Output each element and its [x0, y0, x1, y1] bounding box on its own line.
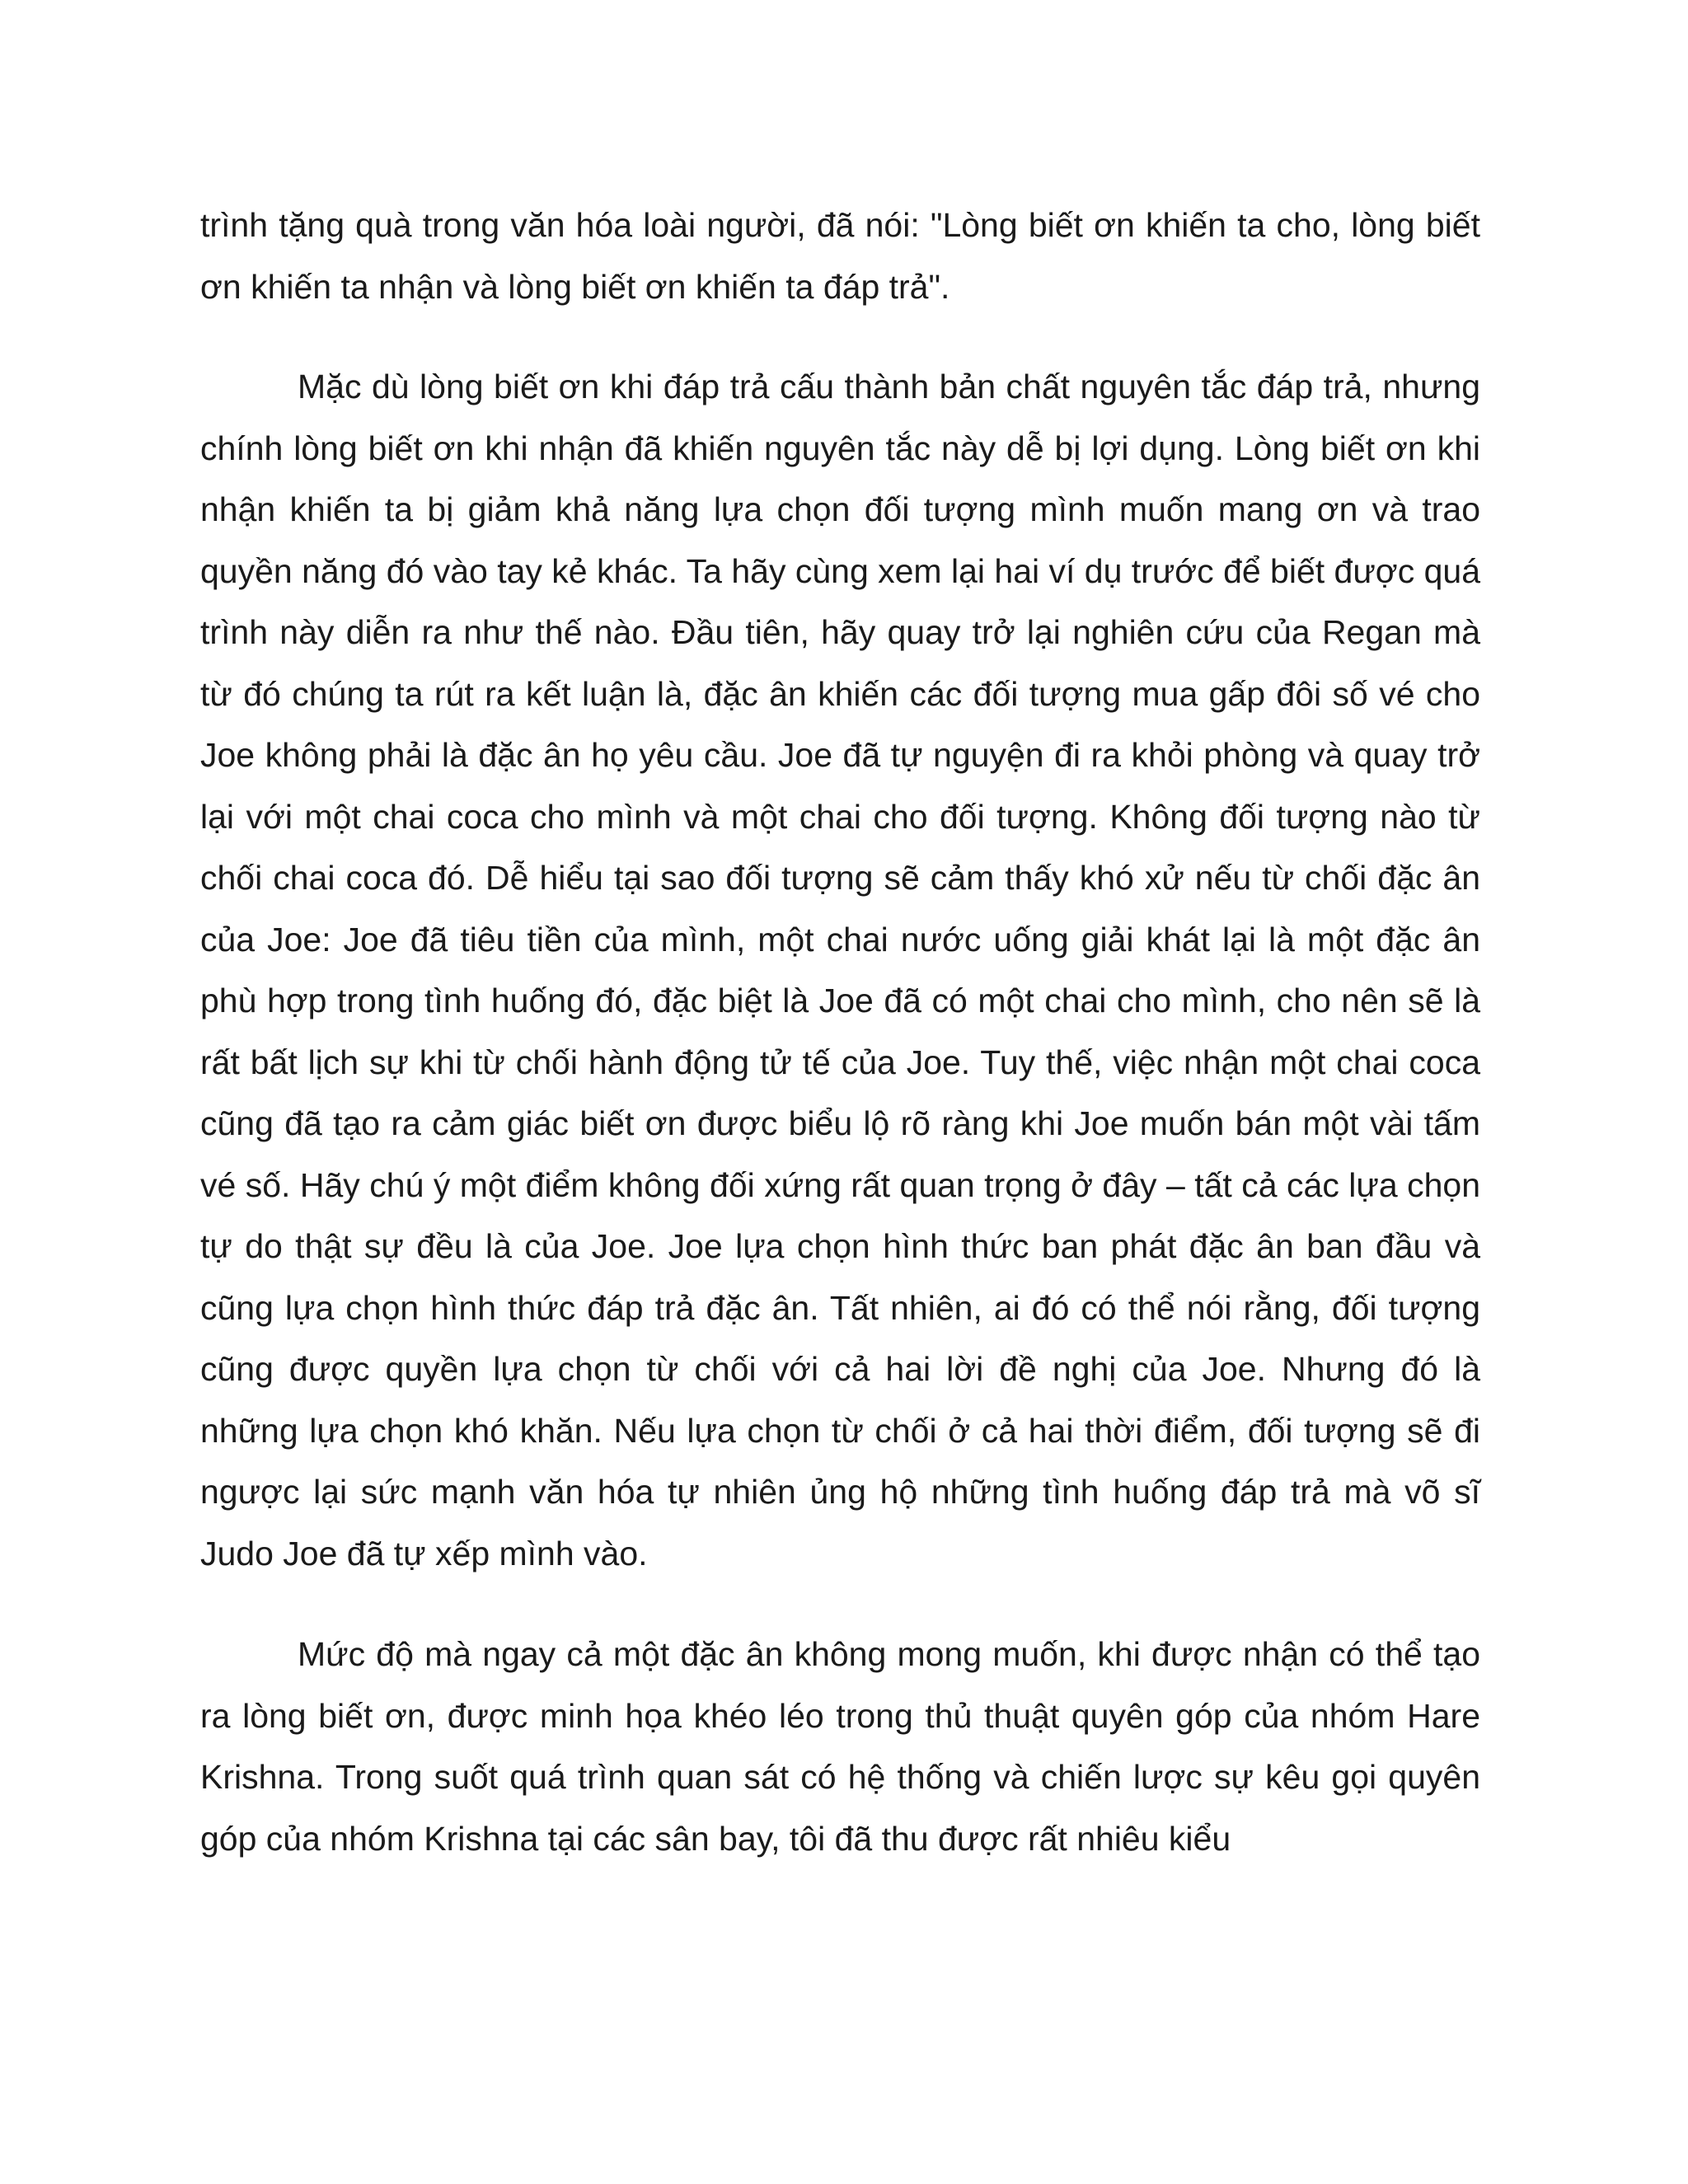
text-column	[200, 194, 1480, 1869]
paragraph-hare-krishna: Mức độ mà ngay cả một đặc ân không mong muốn, khi được nhận có thể tạo ra lòng biết ơn, được minh họa khéo léo trong thủ thuật quyên góp của nhóm Hare Krishna. Trong suốt quá trình quan sát có hệ thống và chiến lược sự kêu gọi quyên góp của nhóm Krishna tại các sân bay, tôi đã thu được rất nhiêu kiểu	[200, 1635, 1480, 1858]
paragraph-gratitude-reciprocity: Mặc dù lòng biết ơn khi đáp trả cấu thành bản chất nguyên tắc đáp trả, nhưng chính lòng biết ơn khi nhận đã khiến nguyên tắc này dễ bị lợi dụng. Lòng biết ơn khi nhận khiến ta bị giảm khả năng lựa chọn đối tượng mình muốn mang ơn và trao quyền năng đó vào tay kẻ khác. Ta hãy cùng xem lại hai ví dụ trước để biết được quá trình này diễn ra như thế nào. Đầu tiên, hãy quay trở lại nghiên cứu của Regan mà từ đó chúng ta rút ra kết luận là, đặc ân khiến các đối tượng mua gấp đôi số vé cho Joe không phải là đặc ân họ yêu cầu. Joe đã tự nguyện đi ra khỏi phòng và quay trở lại với một chai coca cho mình và một chai cho đối tượng. Không đối tượng nào từ chối chai coca đó. Dễ hiểu tại sao đối tượng sẽ cảm thấy khó xử nếu từ chối đặc ân của Joe: Joe đã tiêu tiền của mình, một chai nước uống giải khát lại là một đặc ân phù hợp trong tình huống đó, đặc biệt là Joe đã có một chai cho mình, cho nên sẽ là rất bất lịch sự khi từ chối hành động tử tế của Joe. Tuy thế, việc nhận một chai coca cũng đã tạo ra cảm giác biết ơn được biểu lộ rõ ràng khi Joe muốn bán một vài tấm vé số. Hãy chú ý một điểm không đối xứng rất quan trọng ở đây – tất cả các lựa chọn tự do thật sự đều là của Joe. Joe lựa chọn hình thức ban phát đặc ân ban đầu và cũng lựa chọn hình thức đáp trả đặc ân. Tất nhiên, ai đó có thể nói rằng, đối tượng cũng được quyền lựa chọn từ chối với cả hai lời đề nghị của Joe. Nhưng đó là những lựa chọn khó khăn. Nếu lựa chọn từ chối ở cả hai thời điểm, đối tượng sẽ đi ngược lại sức mạnh văn hóa tự nhiên ủng hộ những tình huống đáp trả mà võ sĩ Judo Joe đã tự xếp mình vào.	[200, 368, 1480, 1572]
paragraph-continuation: trình tặng quà trong văn hóa loài người, đã nói: "Lòng biết ơn khiến ta cho, lòng biết ơn khiến ta nhận và lòng biết ơn khiến ta đáp trả".	[200, 206, 1480, 306]
